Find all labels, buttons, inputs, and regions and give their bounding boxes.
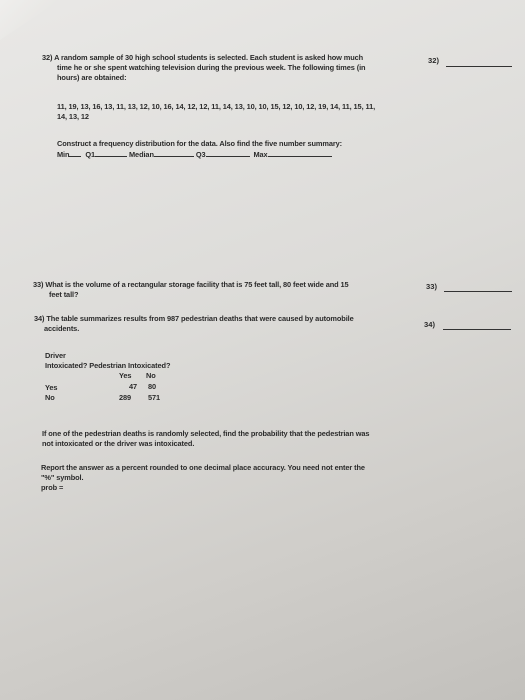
median-blank[interactable] bbox=[154, 149, 194, 157]
q32-data-line2: 14, 13, 12 bbox=[57, 112, 89, 121]
q32-data-line1: 11, 19, 13, 16, 13, 11, 13, 12, 10, 16, 14, 12, 12, 11, 14, 13, 10, 10, 15, 12, 10, 12, 19, 14, 11, 15, 11, bbox=[57, 102, 376, 111]
q32-answer-line[interactable] bbox=[446, 66, 512, 67]
q32-instruction: Construct a frequency distribution for the data. Also find the five number summary: bbox=[57, 139, 343, 148]
q34-report-line2: "%" symbol. bbox=[41, 473, 84, 482]
table-row1-yes: 47 bbox=[129, 382, 138, 391]
table-row2-no: 571 bbox=[148, 393, 161, 402]
q32-number: 32) bbox=[42, 53, 53, 62]
table-col-no: No bbox=[146, 371, 156, 380]
page-fold-corner bbox=[0, 0, 60, 40]
table-header-driver: Driver bbox=[45, 351, 66, 360]
q33-text-line2: feet tall? bbox=[49, 290, 79, 299]
q34-answer-line[interactable] bbox=[443, 329, 511, 330]
q34-question-line2: not intoxicated or the driver was intoxicated. bbox=[42, 439, 195, 448]
q33-answer-line[interactable] bbox=[444, 291, 512, 292]
q32-text-line1: A random sample of 30 high school students is selected. Each student is asked how much bbox=[54, 53, 364, 62]
min-blank[interactable] bbox=[69, 149, 81, 157]
table-row1-label: Yes bbox=[45, 383, 58, 392]
table-col-yes: Yes bbox=[119, 371, 132, 380]
q33-line1 bbox=[33, 280, 349, 290]
q34-text-line2: accidents. bbox=[44, 324, 80, 333]
q32-text-line2: time he or she spent watching television during the previous week. The following times (in bbox=[57, 63, 366, 72]
q3-label: Q3 bbox=[195, 150, 206, 159]
table-row2-yes: 289 bbox=[119, 393, 132, 402]
q34-question-line1: If one of the pedestrian deaths is randomly selected, find the probability that the pedestrian was bbox=[42, 429, 370, 438]
q3-blank[interactable] bbox=[206, 149, 250, 157]
q34-line1 bbox=[34, 314, 354, 324]
q33-answer-label: 33) bbox=[426, 282, 437, 291]
q34-answer-label: 34) bbox=[424, 320, 435, 329]
q34-report-line1: Report the answer as a percent rounded to one decimal place accuracy. You need not enter the bbox=[41, 463, 365, 472]
q1-label: Q1 bbox=[85, 150, 96, 159]
q32-line1 bbox=[42, 53, 363, 63]
q34-text-line1: The table summarizes results from 987 pedestrian deaths that were caused by automobile bbox=[46, 314, 354, 323]
table-row1-no: 80 bbox=[148, 382, 157, 391]
table-header-intoxicated: Intoxicated? Pedestrian Intoxicated? bbox=[45, 361, 171, 370]
max-label: Max bbox=[253, 150, 268, 159]
min-label: Min bbox=[57, 150, 70, 159]
prob-label: prob = bbox=[41, 483, 64, 492]
q32-text-line3: hours) are obtained: bbox=[57, 73, 127, 82]
q1-blank[interactable] bbox=[95, 149, 127, 157]
q33-text-line1: What is the volume of a rectangular storage facility that is 75 feet tall, 80 feet wide and 15 bbox=[45, 280, 349, 289]
max-blank[interactable] bbox=[268, 149, 332, 157]
q34-number: 34) bbox=[34, 314, 45, 323]
five-number-summary bbox=[57, 149, 332, 160]
q33-number: 33) bbox=[33, 280, 44, 289]
table-row2-label: No bbox=[45, 393, 55, 402]
q32-answer-label: 32) bbox=[428, 56, 439, 65]
median-label: Median bbox=[129, 150, 154, 159]
